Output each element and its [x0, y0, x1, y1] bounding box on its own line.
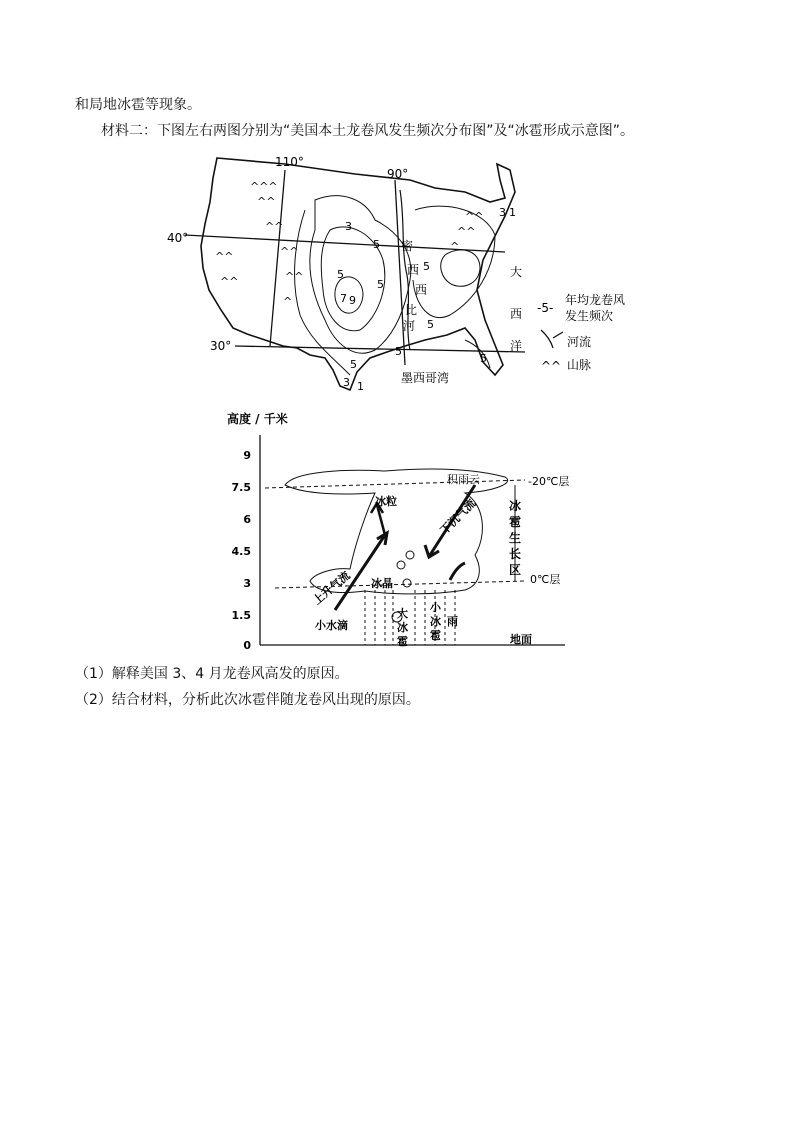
- ocean-label: 洋: [510, 339, 523, 353]
- y-tick: 9: [243, 449, 251, 462]
- contour-label: 5: [427, 318, 434, 331]
- svg-text:^^: ^^: [465, 210, 484, 223]
- intro-text: 和局地冰雹等现象。: [75, 97, 201, 113]
- y-tick: 6: [243, 513, 251, 526]
- contour-label: 3: [345, 220, 352, 233]
- zero-label: 0℃层: [530, 573, 561, 586]
- svg-text:^: ^: [283, 295, 293, 308]
- svg-text:冰: 冰: [509, 499, 522, 513]
- contour-label: 5: [350, 358, 357, 371]
- rain-arc: [450, 563, 465, 580]
- svg-text:雹: 雹: [509, 515, 522, 529]
- hail-formation-diagram: [225, 405, 575, 655]
- svg-text:冰: 冰: [430, 615, 441, 628]
- legend-mountain-icon: ^^: [541, 359, 562, 373]
- legend-river-icon: [541, 330, 563, 348]
- ocean-label: 西: [510, 307, 523, 321]
- contour-label: 9: [349, 294, 356, 307]
- svg-text:大: 大: [397, 607, 408, 620]
- svg-text:^: ^: [450, 240, 460, 253]
- us-outline: [201, 158, 515, 390]
- downdraft-label: 下沉气流: [437, 496, 479, 538]
- y-ticks: [232, 449, 252, 652]
- updraft-label: 上升气流: [310, 569, 353, 608]
- svg-text:生: 生: [509, 531, 522, 545]
- contour-label: 5: [423, 260, 430, 273]
- contour-label: 3: [499, 206, 506, 219]
- legend-freq-label: 发生频次: [565, 309, 614, 323]
- svg-text:^^: ^^: [280, 245, 299, 258]
- svg-text:雹: 雹: [430, 629, 441, 642]
- ice-particle-label: 冰粒: [375, 495, 397, 508]
- contour-label: 5: [395, 345, 402, 358]
- contour-line: [441, 250, 480, 286]
- y-tick: 0: [243, 639, 251, 652]
- ocean-label: 大: [510, 265, 523, 279]
- cloud-label: 积雨云: [447, 473, 480, 486]
- big-hail-label: [397, 606, 408, 648]
- lat-label: 40°: [167, 231, 189, 245]
- contour-label: 3: [343, 376, 350, 389]
- growth-zone-label: [509, 498, 521, 577]
- lon-label: 90°: [387, 167, 409, 181]
- contour-label: 1: [357, 380, 364, 393]
- river-label: 密: [401, 239, 414, 253]
- small-hail-label: [430, 600, 442, 642]
- contour-label: 5: [373, 238, 380, 251]
- lon-90-line: [395, 180, 405, 365]
- svg-text:小: 小: [430, 601, 441, 614]
- hail-particle: [397, 561, 405, 569]
- us-tornado-map: [165, 150, 645, 400]
- svg-text:区: 区: [509, 563, 522, 577]
- lat-label: 30°: [210, 339, 232, 353]
- contour-label: 5: [377, 278, 384, 291]
- contour-label: 5: [480, 352, 487, 365]
- river-label: 比: [405, 303, 418, 317]
- y-tick: 4.5: [231, 545, 251, 558]
- rain-label: 雨: [447, 615, 458, 628]
- legend-mountain-label: 山脉: [567, 358, 592, 372]
- svg-text:长: 长: [509, 547, 522, 561]
- svg-text:^^: ^^: [265, 220, 284, 233]
- legend-freq-label: 年均龙卷风: [565, 293, 626, 307]
- lon-label: 110°: [275, 155, 304, 169]
- question-two: （2）结合材料，分析此次冰雹伴随龙卷风出现的原因。: [75, 692, 420, 708]
- svg-text:^^: ^^: [285, 270, 304, 283]
- contour-label: 1: [509, 206, 516, 219]
- y-axis-label: 高度 / 千米: [227, 412, 288, 426]
- ground-label: 地面: [510, 633, 532, 646]
- legend-river-label: 河流: [567, 335, 592, 349]
- appalachian-mountains: [450, 210, 483, 253]
- rocky-mountains: [215, 180, 303, 308]
- minus20-label: -20℃层: [528, 475, 570, 488]
- material-two-text: 材料二：下图左右两图分别为“美国本土龙卷风发生频次分布图”及“冰雹形成示意图”。: [101, 123, 635, 139]
- precipitation-streaks: [365, 590, 455, 645]
- question-one: （1）解释美国 3、4 月龙卷风高发的原因。: [75, 666, 349, 682]
- hail-particle: [403, 579, 411, 587]
- river-label: 河: [403, 319, 416, 333]
- contour-label: 5: [337, 268, 344, 281]
- droplet-label: 小水滴: [315, 619, 348, 632]
- river-label: 西: [407, 263, 420, 277]
- ice-crystal-label: 冰晶: [371, 577, 393, 590]
- river-label: 西: [415, 283, 428, 297]
- y-tick: 1.5: [231, 609, 251, 622]
- hail-particle: [406, 551, 414, 559]
- contour-label: 7: [340, 292, 347, 305]
- svg-text:^^: ^^: [457, 225, 476, 238]
- svg-text:^^: ^^: [257, 195, 276, 208]
- svg-text:雹: 雹: [397, 635, 408, 648]
- svg-text:冰: 冰: [397, 621, 408, 634]
- svg-text:^^: ^^: [215, 250, 234, 263]
- svg-text:^^^: ^^^: [250, 180, 278, 193]
- legend-freq-symbol: -5-: [537, 301, 554, 315]
- gulf-label: 墨西哥湾: [401, 371, 450, 385]
- y-tick: 3: [243, 577, 251, 590]
- y-tick: 7.5: [231, 481, 251, 494]
- svg-text:^^: ^^: [220, 275, 239, 288]
- minus20-layer: [265, 480, 525, 488]
